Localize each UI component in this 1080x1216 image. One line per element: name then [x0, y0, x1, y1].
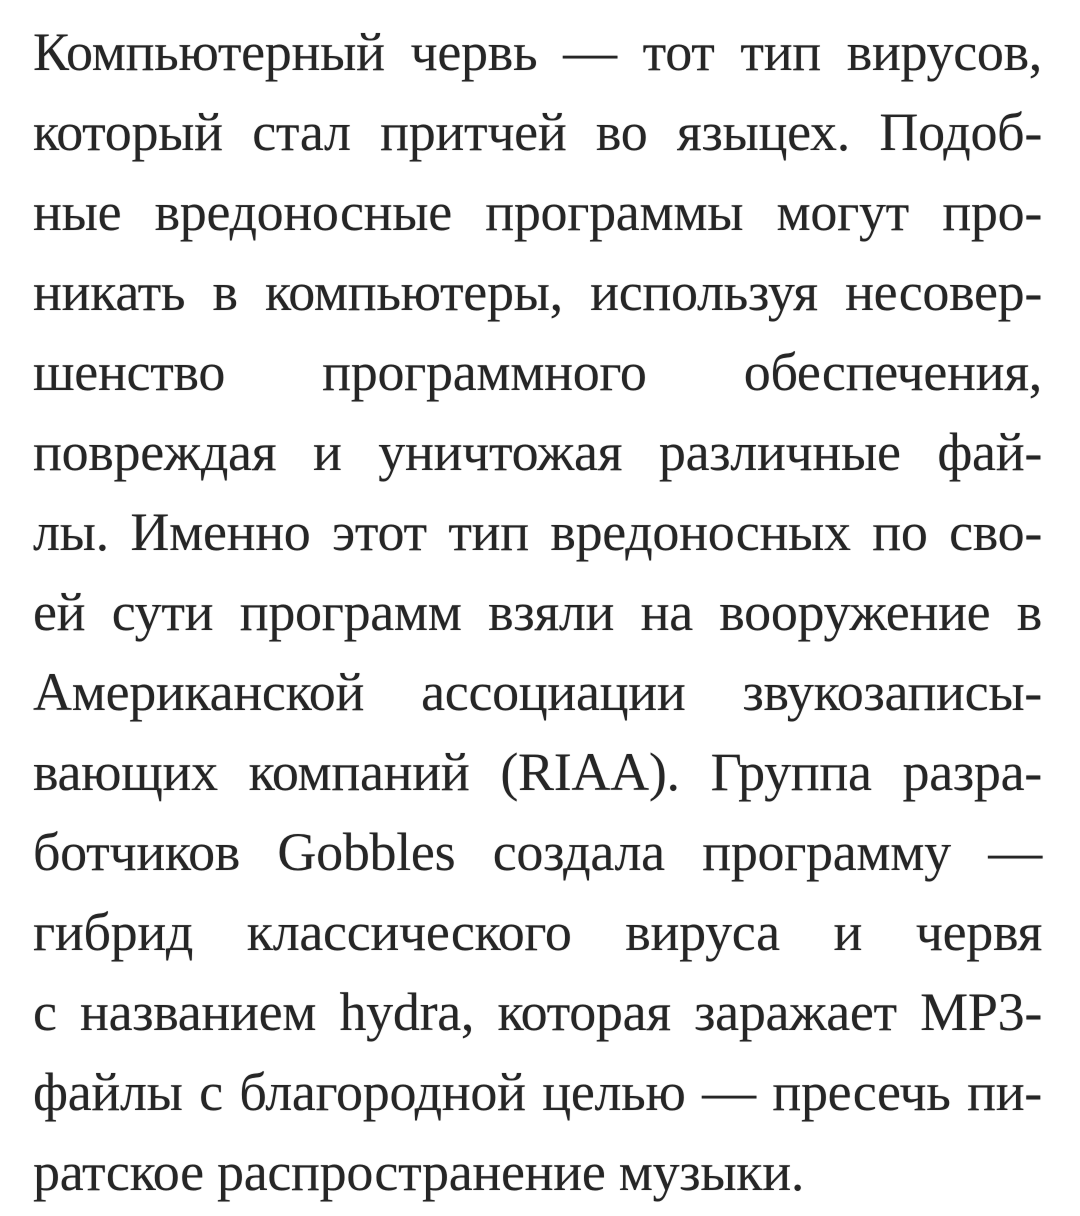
text-line: гибрид классического вируса и червя	[33, 902, 1042, 962]
text-line: который стал притчей во языцех. Подоб-	[33, 102, 1042, 162]
text-line: ратское распространение музыки.	[33, 1142, 805, 1202]
text-line: ботчиков Gobbles создала программу —	[33, 822, 1042, 882]
text-line: Компьютерный червь — тот тип вирусов,	[33, 22, 1042, 82]
text-line: никать в компьютеры, используя несовер-	[33, 262, 1042, 322]
text-line: шенство программного обеспечения,	[33, 342, 1042, 402]
paragraph	[33, 12, 1042, 1212]
text-line: ные вредоносные программы могут про-	[33, 182, 1042, 242]
text-line: ей сути программ взяли на вооружение в	[33, 582, 1042, 642]
text-line: лы. Именно этот тип вредоносных по сво-	[33, 502, 1042, 562]
text-line: Американской ассоциации звукозаписы-	[33, 662, 1042, 722]
text-line: повреждая и уничтожая различные фай-	[33, 422, 1042, 482]
text-line: с названием hydra, которая заражает MP3-	[33, 982, 1042, 1042]
text-line: вающих компаний (RIAA). Группа разра-	[33, 742, 1042, 802]
text-line: файлы с благородной целью — пресечь пи-	[33, 1062, 1042, 1122]
